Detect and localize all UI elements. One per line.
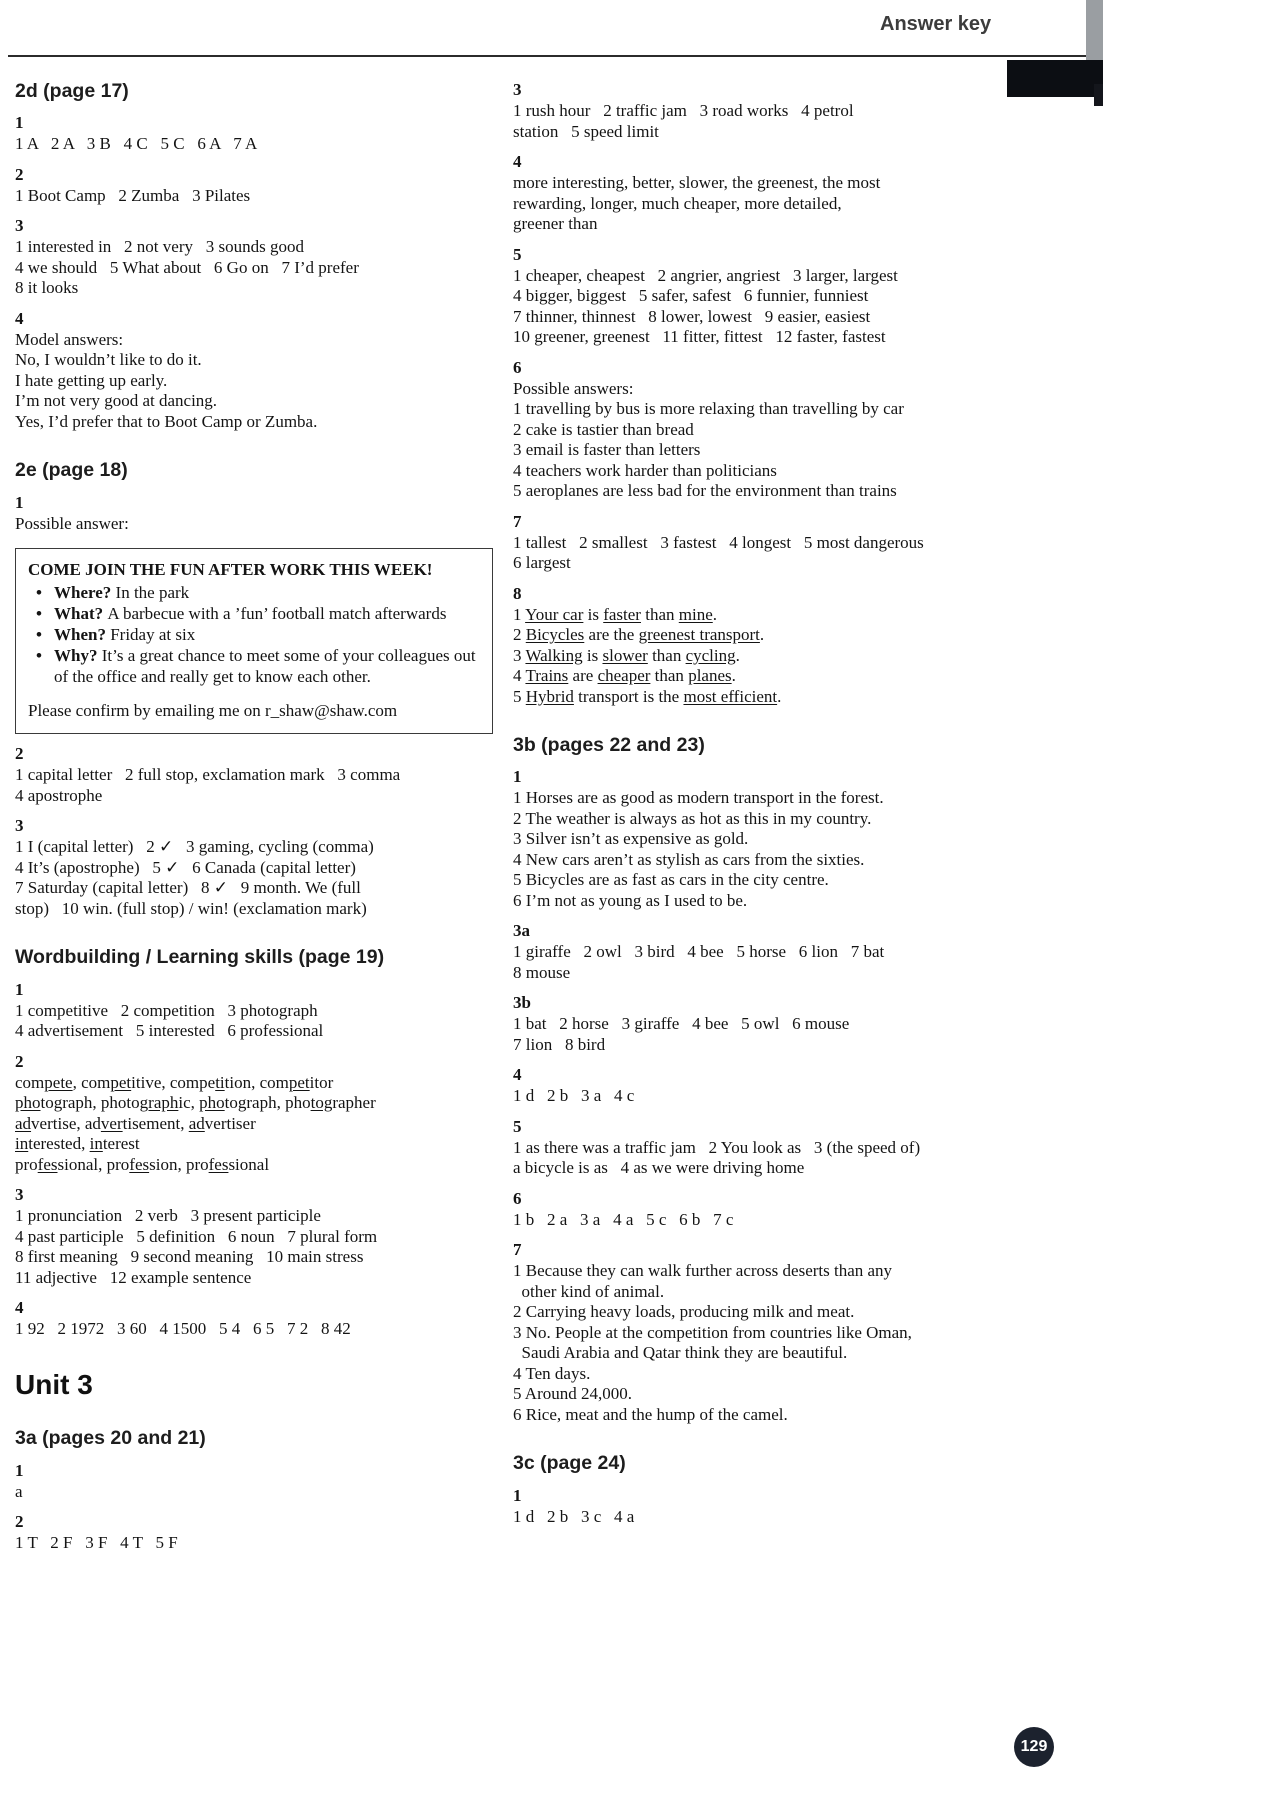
answer-line: 6 Rice, meat and the hump of the camel. [513, 1404, 788, 1424]
exercise-block [513, 358, 1005, 502]
answer-line: 1 bat 2 horse 3 giraffe 4 bee 5 owl 6 mouse [513, 1014, 850, 1034]
exercise-block [513, 993, 1005, 1055]
answer-line: 10 greener, greenest 11 fitter, fittest 12 faster, fastest [513, 327, 886, 346]
answer-line: 1 d 2 b 3 c 4 a [513, 1506, 635, 1526]
answer-line: 1 I (capital letter) 2 ✓ 3 gaming, cycling (comma) [15, 837, 374, 857]
answer-line: No, I wouldn’t like to do it. [15, 350, 202, 370]
section-heading: Wordbuilding / Learning skills (page 19) [15, 946, 385, 969]
answer-line: stop) 10 win. (full stop) / win! (exclamation mark) [15, 898, 367, 918]
bullet-label: Why? [54, 646, 102, 666]
exercise-number: 5 [513, 244, 522, 264]
answer-line: 8 first meaning 9 second meaning 10 main stress [15, 1247, 364, 1267]
section-heading: 3b (pages 22 and 23) [513, 734, 705, 756]
answer-line: Possible answer: [15, 513, 129, 533]
exercise-block [513, 80, 1005, 142]
section-heading: 2e (page 18) [15, 459, 128, 482]
exercise-number: 3 [15, 216, 24, 236]
answer-line: rewarding, longer, much cheaper, more detailed, [513, 193, 842, 213]
exercise-number: 6 [513, 357, 522, 377]
answer-box-bullet [28, 603, 478, 624]
answer-line: 2 Carrying heavy loads, producing milk and meat. [513, 1302, 855, 1322]
exercise-block [15, 165, 495, 207]
exercise-block [15, 744, 495, 806]
answer-box-bullet [28, 582, 478, 603]
exercise-number: 7 [513, 1240, 522, 1260]
answer-line: 1 Your car is faster than mine. [513, 604, 718, 624]
answer-line: Yes, I’d prefer that to Boot Camp or Zumba. [15, 411, 318, 431]
answer-line: professional, profession, professional [15, 1154, 270, 1174]
exercise-number: 4 [513, 152, 522, 171]
exercise-number: 4 [15, 308, 24, 328]
exercise-block [513, 584, 1005, 708]
answer-line: 4 Trains are cheaper than planes. [513, 666, 736, 685]
answer-line: 3 email is faster than letters [513, 440, 701, 459]
answer-line: 1 Because they can walk further across deserts than any [513, 1261, 893, 1281]
answer-line: advertise, advertisement, advertiser [15, 1113, 256, 1133]
exercise-block [15, 493, 495, 535]
exercise-block [15, 113, 495, 155]
answer-line: 1 pronunciation 2 verb 3 present participle [15, 1206, 321, 1226]
answer-line: 5 Hybrid transport is the most efficient. [513, 686, 782, 706]
exercise-number: 3b [513, 993, 531, 1013]
answer-line: 8 it looks [15, 278, 79, 298]
bullet-text: Friday at six [110, 625, 196, 645]
page-corner-black [1007, 60, 1103, 97]
exercise-block [15, 216, 495, 299]
answer-line: 11 adjective 12 example sentence [15, 1267, 252, 1287]
exercise-number: 4 [513, 1065, 522, 1085]
answer-line: I’m not very good at dancing. [15, 391, 218, 411]
answer-line: 3 Silver isn’t as expensive as gold. [513, 829, 749, 849]
right-column [513, 80, 1005, 1527]
answer-line: a [15, 1481, 23, 1501]
answer-line: 5 aeroplanes are less bad for the environment than trains [513, 481, 897, 500]
bullet-label: When? [54, 625, 111, 645]
exercise-block [15, 309, 495, 433]
answer-line: 4 advertisement 5 interested 6 professional [15, 1021, 324, 1041]
exercise-number: 3 [15, 816, 24, 836]
answer-line: 6 largest [513, 553, 571, 572]
answer-line: 2 The weather is always as hot as this in my country. [513, 808, 872, 828]
answer-line: interested, interest [15, 1134, 140, 1154]
header-rule [8, 55, 1098, 57]
answer-line: 7 Saturday (capital letter) 8 ✓ 9 month. We (full [15, 878, 361, 898]
answer-line: 1 cheaper, cheapest 2 angrier, angriest 3 larger, largest [513, 265, 898, 285]
answer-line: 4 It’s (apostrophe) 5 ✓ 6 Canada (capital letter) [15, 857, 356, 877]
answer-line: a bicycle is as 4 as we were driving home [513, 1158, 805, 1178]
answer-line: 1 Boot Camp 2 Zumba 3 Pilates [15, 185, 251, 205]
answer-line: 1 travelling by bus is more relaxing than travelling by car [513, 399, 904, 418]
exercise-number: 1 [15, 492, 24, 512]
exercise-number: 1 [513, 767, 522, 787]
exercise-number: 1 [513, 1485, 522, 1505]
answer-line: 2 Bicycles are the greenest transport. [513, 625, 765, 644]
answer-line: 4 teachers work harder than politicians [513, 460, 777, 480]
answer-line: 4 we should 5 What about 6 Go on 7 I’d prefer [15, 257, 359, 277]
bullet-label: Where? [54, 583, 116, 603]
bullet-text: It’s a great chance to meet some of your colleagues out of the office and really get to know each other. [54, 646, 476, 687]
answer-line: Model answers: [15, 329, 124, 349]
answer-line: 2 cake is tastier than bread [513, 419, 694, 439]
answer-line: 3 Walking is slower than cycling. [513, 645, 740, 665]
answer-line: 4 apostrophe [15, 785, 103, 805]
answer-line: Saudi Arabia and Qatar think they are beautiful. [513, 1343, 848, 1363]
answer-line: 5 Bicycles are as fast as cars in the city centre. [513, 870, 829, 890]
answer-box-title: COME JOIN THE FUN AFTER WORK THIS WEEK! [28, 560, 433, 580]
exercise-number: 7 [513, 511, 522, 531]
answer-box-bullet [28, 624, 478, 645]
answer-line: 1 d 2 b 3 a 4 c [513, 1086, 635, 1106]
answer-line: 1 capital letter 2 full stop, exclamation mark 3 comma [15, 765, 401, 785]
exercise-number: 6 [513, 1188, 522, 1208]
answer-line: 5 Around 24,000. [513, 1384, 632, 1404]
exercise-block [15, 1461, 495, 1503]
answer-line: 7 thinner, thinnest 8 lower, lowest 9 easier, easiest [513, 306, 871, 326]
answer-line: 4 bigger, biggest 5 safer, safest 6 funnier, funniest [513, 286, 869, 305]
answer-line: other kind of animal. [513, 1281, 665, 1301]
answer-box [15, 548, 493, 734]
section-heading: 3a (pages 20 and 21) [15, 1427, 206, 1450]
exercise-block [15, 1512, 495, 1554]
section-heading: 2d (page 17) [15, 80, 129, 102]
answer-line: 8 mouse [513, 962, 571, 982]
exercise-block [513, 767, 1005, 911]
answer-line: 1 A 2 A 3 B 4 C 5 C 6 A 7 A [15, 134, 258, 154]
exercise-number: 4 [15, 1298, 24, 1318]
exercise-number: 3 [513, 80, 522, 99]
answer-line: 1 giraffe 2 owl 3 bird 4 bee 5 horse 6 lion 7 bat [513, 942, 885, 962]
answer-line: 1 92 2 1972 3 60 4 1500 5 4 6 5 7 2 8 42 [15, 1319, 351, 1339]
answer-line: 1 rush hour 2 traffic jam 3 road works 4 petrol [513, 101, 854, 120]
exercise-number: 3 [15, 1185, 24, 1205]
answer-line: compete, competitive, competition, competitor [15, 1072, 334, 1092]
exercise-block [15, 816, 495, 919]
exercise-block [513, 1486, 1005, 1528]
exercise-block [513, 921, 1005, 983]
bullet-text: In the park [115, 583, 190, 603]
answer-line: 1 competitive 2 competition 3 photograph [15, 1000, 318, 1020]
answer-line: 1 interested in 2 not very 3 sounds good [15, 237, 304, 257]
page-title: Answer key [880, 13, 992, 35]
answer-line: station 5 speed limit [513, 121, 659, 141]
exercise-number: 1 [15, 113, 24, 133]
exercise-block [15, 1298, 495, 1340]
answer-line: photograph, photographic, photograph, photographer [15, 1093, 376, 1113]
exercise-block [513, 1189, 1005, 1231]
bullet-text: A barbecue with a ’fun’ football match afterwards [107, 604, 447, 624]
answer-box-bullet [28, 645, 478, 687]
answer-box-footer: Please confirm by emailing me on r_shaw@shaw.com [28, 701, 398, 721]
exercise-number: 2 [15, 1051, 24, 1071]
answer-line: 1 b 2 a 3 a 4 a 5 c 6 b 7 c [513, 1209, 734, 1229]
answer-line: I hate getting up early. [15, 370, 168, 390]
answer-line: Possible answers: [513, 378, 634, 398]
exercise-block [513, 245, 1005, 348]
section-heading: 3c (page 24) [513, 1452, 626, 1475]
answer-line: 4 past participle 5 definition 6 noun 7 plural form [15, 1226, 378, 1246]
page-corner-notch [1094, 84, 1103, 106]
answer-line: more interesting, better, slower, the greenest, the most [513, 173, 881, 192]
exercise-block [15, 1185, 495, 1288]
exercise-block [15, 980, 495, 1042]
exercise-number: 2 [15, 744, 24, 764]
exercise-number: 2 [15, 1512, 24, 1532]
unit-heading: Unit 3 [15, 1368, 93, 1400]
answer-line: greener than [513, 214, 598, 233]
exercise-number: 5 [513, 1116, 522, 1136]
answer-line: 1 as there was a traffic jam 2 You look as 3 (the speed of) [513, 1137, 921, 1157]
answer-line: 4 New cars aren’t as stylish as cars from the sixties. [513, 849, 865, 869]
left-column [15, 80, 495, 1554]
exercise-block [513, 1117, 1005, 1179]
exercise-number: 1 [15, 1460, 24, 1480]
answer-line: 3 No. People at the competition from countries like Oman, [513, 1322, 912, 1342]
exercise-block [513, 1065, 1005, 1107]
exercise-block [513, 512, 1005, 574]
exercise-block [513, 152, 1005, 235]
exercise-block [15, 1052, 495, 1176]
answer-line: 1 T 2 F 3 F 4 T 5 F [15, 1533, 178, 1553]
answer-line: 1 Horses are as good as modern transport in the forest. [513, 788, 884, 808]
exercise-number: 1 [15, 979, 24, 999]
exercise-number: 2 [15, 164, 24, 184]
page-number-badge: 129 [1014, 1727, 1054, 1767]
answer-line: 4 Ten days. [513, 1363, 591, 1383]
bullet-label: What? [54, 604, 108, 624]
answer-line: 7 lion 8 bird [513, 1034, 606, 1054]
exercise-block [513, 1240, 1005, 1425]
answer-line: 1 tallest 2 smallest 3 fastest 4 longest 5 most dangerous [513, 532, 924, 552]
answer-line: 6 I’m not as young as I used to be. [513, 890, 748, 910]
exercise-number: 3a [513, 921, 530, 941]
exercise-number: 8 [513, 583, 522, 603]
